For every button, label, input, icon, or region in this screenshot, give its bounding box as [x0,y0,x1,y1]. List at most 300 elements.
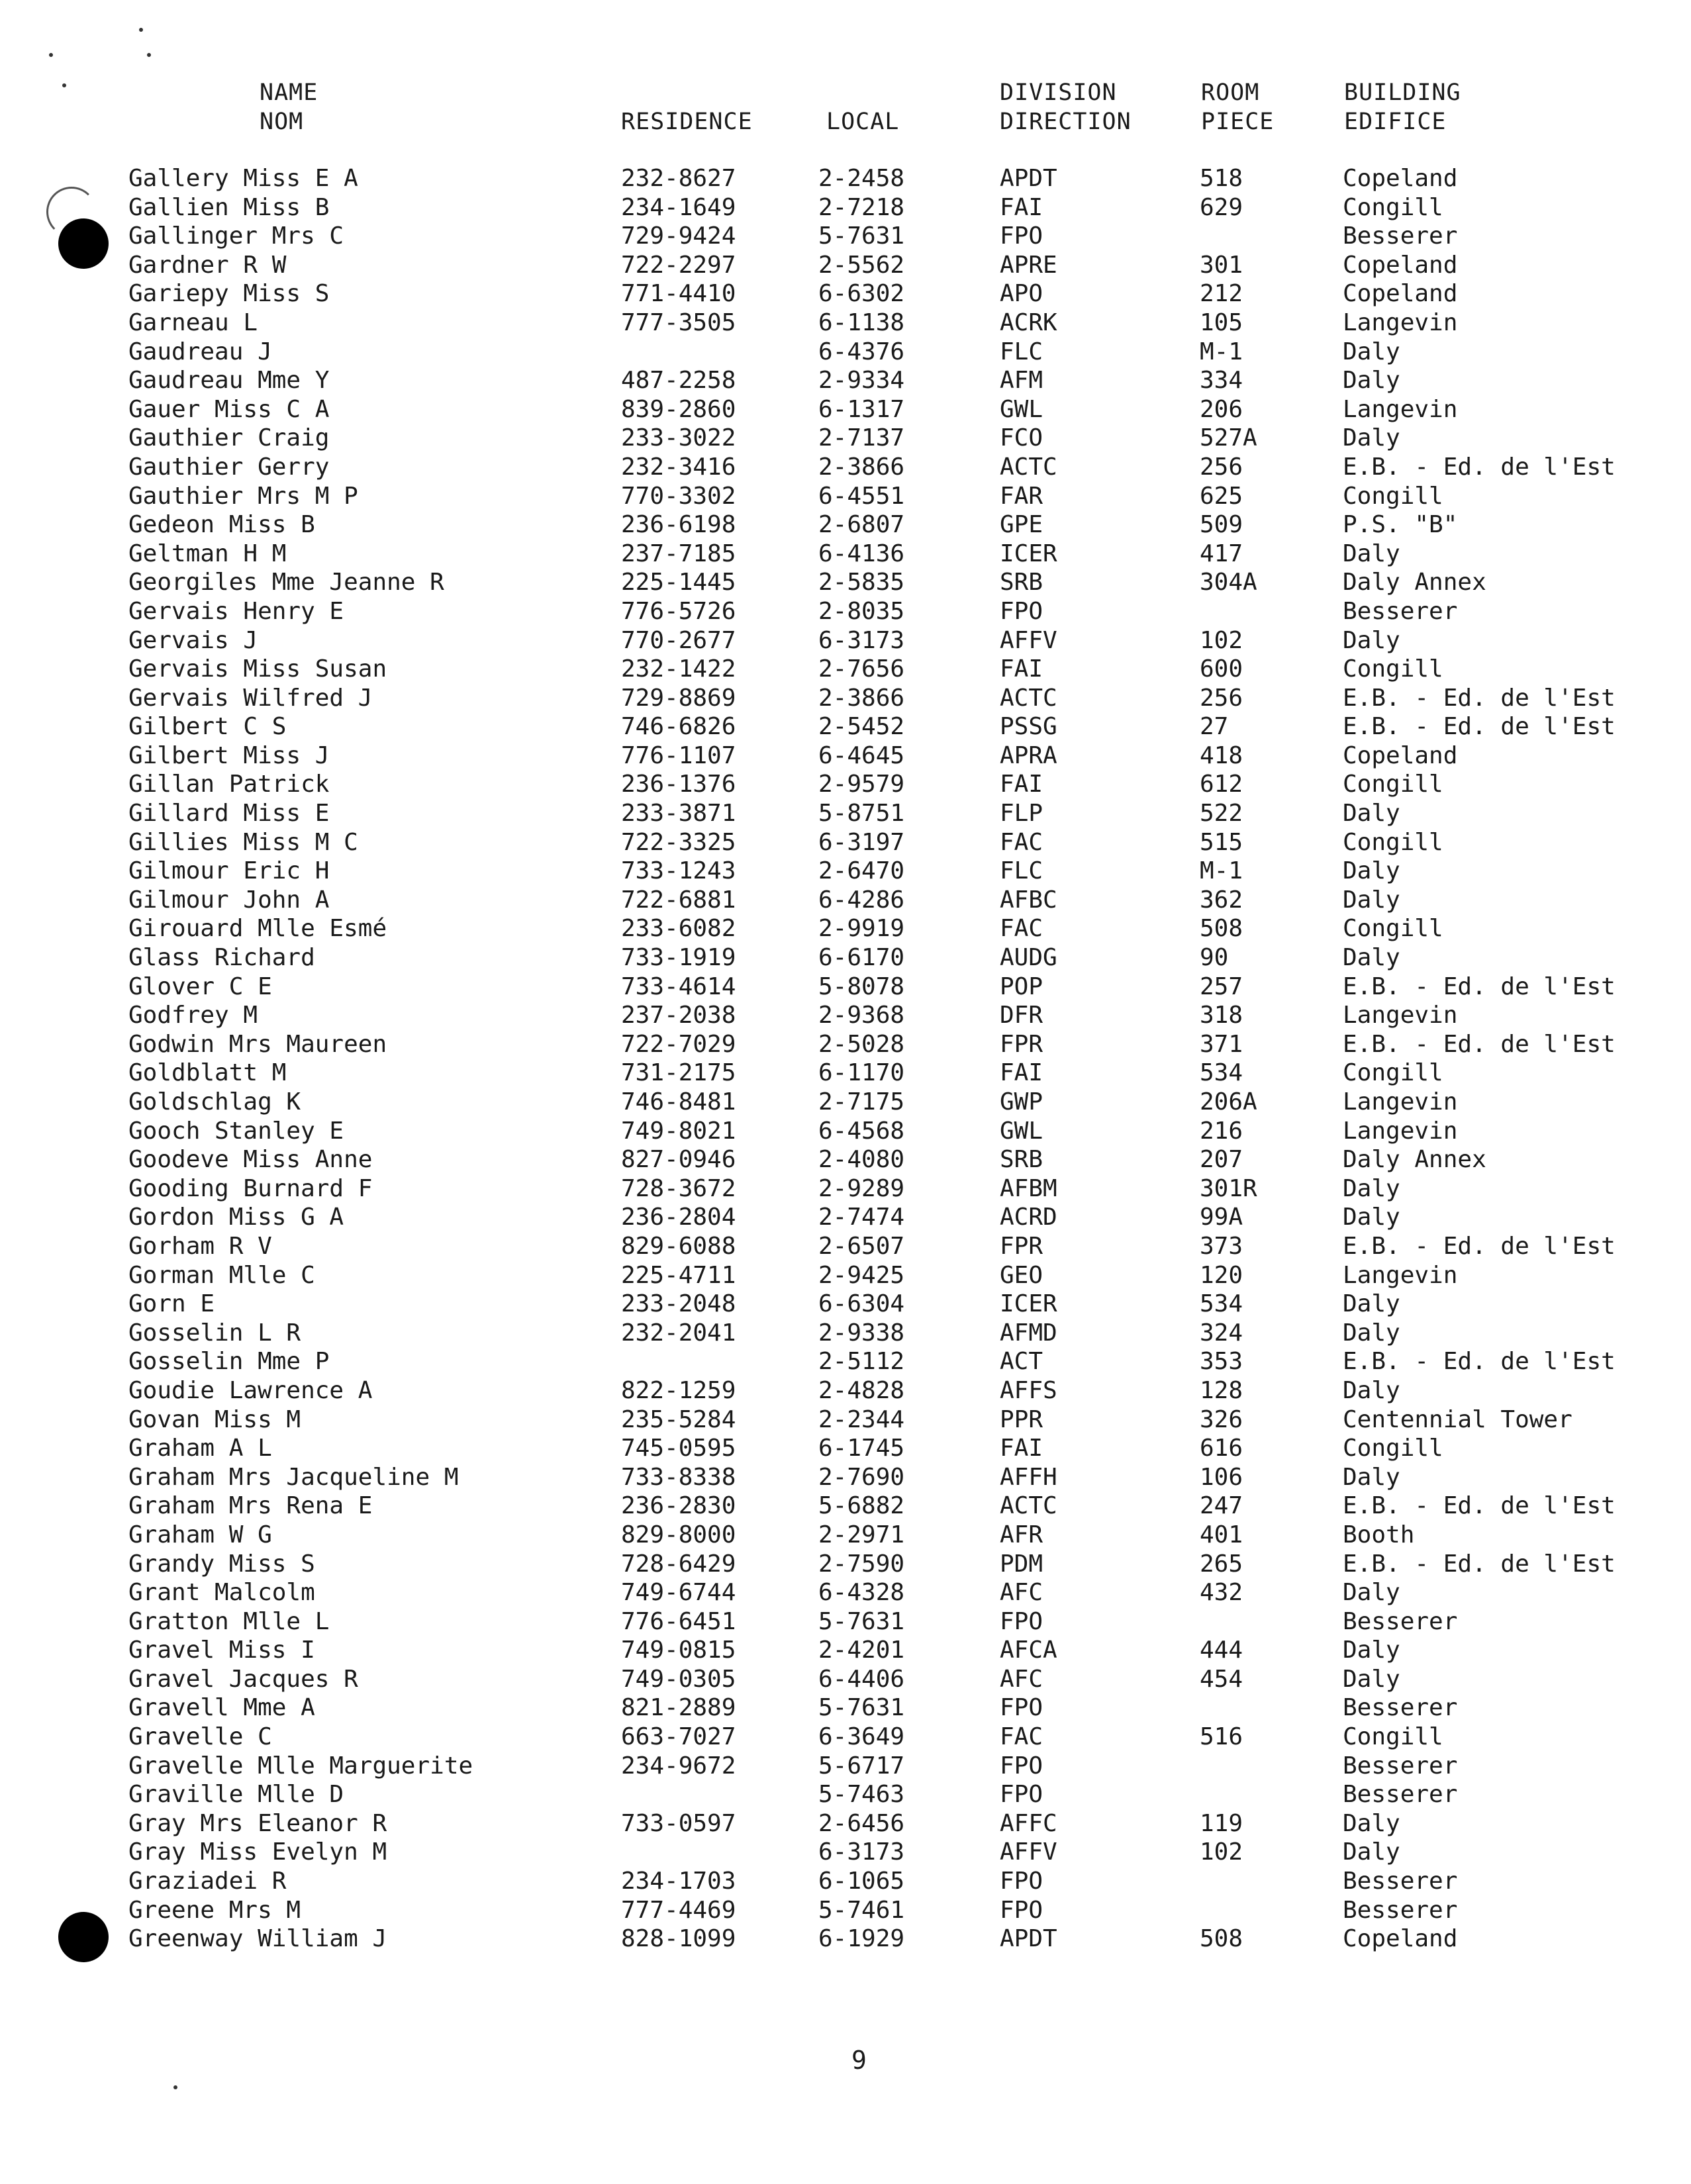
entry-residence-phone: 729-9424 [621,222,736,250]
entry-room: 102 [1200,1838,1243,1866]
header-residence [621,107,753,136]
entry-residence-phone: 236-1376 [621,771,736,798]
entry-local-extension: 2-9368 [818,1002,905,1029]
entry-room: 207 [1200,1146,1243,1174]
entry-division: APDT [1000,165,1057,192]
entry-building: Daly [1343,367,1400,395]
entry-building: Besserer [1343,597,1458,625]
entry-residence-phone: 822-1259 [621,1376,736,1404]
directory-row [0,540,1691,569]
entry-building: Daly [1343,1809,1400,1837]
header-name-en: NAME [260,79,318,106]
entry-residence-phone: 770-3302 [621,482,736,510]
entry-residence-phone: 729-8869 [621,684,736,712]
entry-residence-phone: 237-7185 [621,540,736,567]
directory-row [0,1030,1691,1059]
entry-room: 527A [1200,424,1257,452]
entry-building: Congill [1343,1723,1443,1751]
directory-row [0,1001,1691,1030]
entry-local-extension: 5-7631 [818,222,905,250]
entry-name: Gervais Miss Susan [128,655,387,683]
directory-row [0,1463,1691,1492]
entry-division: ICER [1000,1290,1057,1318]
entry-local-extension: 6-6302 [818,280,905,308]
header-division [1000,78,1132,136]
entry-local-extension: 6-4551 [818,482,905,510]
directory-row [0,1059,1691,1088]
entry-local-extension: 5-8078 [818,973,905,1000]
entry-building: Centennial Tower [1343,1405,1572,1433]
entry-building: E.B. - Ed. de l'Est [1343,1348,1616,1376]
entry-division: APRA [1000,741,1057,769]
directory-row [0,741,1691,771]
entry-local-extension: 5-8751 [818,800,905,828]
entry-room: 301R [1200,1174,1257,1202]
entry-name: Gravell Mme A [128,1694,315,1722]
entry-residence-phone: 745-0595 [621,1435,736,1462]
entry-name: Goodeve Miss Anne [128,1146,373,1174]
directory-row [0,338,1691,367]
entry-building: Daly [1343,1637,1400,1664]
entry-room: 301 [1200,251,1243,279]
entry-room: 326 [1200,1405,1243,1433]
entry-local-extension: 2-9919 [818,915,905,943]
entry-room: 371 [1200,1030,1243,1058]
header-building-en: BUILDING [1344,79,1461,106]
directory-row [0,193,1691,222]
entry-name: Gervais Henry E [128,597,344,625]
entry-name: Gorham R V [128,1232,272,1260]
entry-building: Daly [1343,1319,1400,1347]
entry-division: AFR [1000,1521,1043,1548]
entry-room: 256 [1200,684,1243,712]
entry-name: Gauer Miss C A [128,395,330,423]
entry-local-extension: 2-5562 [818,251,905,279]
entry-name: Graziadei R [128,1868,287,1895]
entry-building: Daly [1343,626,1400,654]
entry-local-extension: 2-9334 [818,367,905,395]
entry-room: 206 [1200,395,1243,423]
entry-room: 102 [1200,626,1243,654]
entry-division: AFMD [1000,1319,1057,1347]
entry-division: PSSG [1000,713,1057,741]
entry-local-extension: 2-2971 [818,1521,905,1548]
entry-local-extension: 6-4376 [818,338,905,365]
entry-local-extension: 5-7631 [818,1694,905,1722]
entry-division: FAI [1000,655,1043,683]
header-building [1344,78,1461,136]
entry-local-extension: 2-2458 [818,165,905,192]
entry-name: Gray Mrs Eleanor R [128,1809,387,1837]
entry-name: Gallinger Mrs C [128,222,344,250]
entry-local-extension: 2-5112 [818,1348,905,1376]
entry-residence-phone: 770-2677 [621,626,736,654]
entry-building: Daly [1343,800,1400,828]
entry-local-extension: 2-4201 [818,1637,905,1664]
entry-division: SRB [1000,569,1043,596]
directory-row [0,799,1691,828]
entry-division: FPO [1000,1752,1043,1780]
entry-room: 257 [1200,973,1243,1000]
entry-local-extension: 2-9338 [818,1319,905,1347]
entry-division: FPO [1000,1781,1043,1809]
entry-residence-phone: 829-8000 [621,1521,736,1548]
entry-division: GWL [1000,395,1043,423]
entry-residence-phone: 225-1445 [621,569,736,596]
entry-building: Besserer [1343,1868,1458,1895]
entry-division: AFC [1000,1665,1043,1693]
directory-row [0,1434,1691,1463]
directory-row [0,1693,1691,1723]
entry-name: Gosselin L R [128,1319,301,1347]
entry-residence-phone: 728-6429 [621,1550,736,1578]
entry-name: Godfrey M [128,1002,258,1029]
entry-division: POP [1000,973,1043,1000]
entry-name: Gauthier Gerry [128,453,330,481]
entry-residence-phone: 839-2860 [621,395,736,423]
entry-name: Graham Mrs Jacqueline M [128,1463,459,1491]
entry-building: Langevin [1343,1088,1458,1116]
directory-row [0,164,1691,193]
entry-room: 318 [1200,1002,1243,1029]
entry-building: Besserer [1343,1781,1458,1809]
entry-residence-phone: 487-2258 [621,367,736,395]
entry-building: Daly [1343,424,1400,452]
entry-residence-phone: 722-6881 [621,886,736,914]
entry-room: 612 [1200,771,1243,798]
entry-local-extension: 2-7590 [818,1550,905,1578]
entry-room: 105 [1200,309,1243,336]
entry-division: AFCA [1000,1637,1057,1664]
entry-building: Congill [1343,915,1443,943]
entry-building: E.B. - Ed. de l'Est [1343,1232,1616,1260]
entry-residence-phone: 225-4711 [621,1261,736,1289]
speck [62,83,66,87]
speck [147,53,151,57]
directory-row [0,1665,1691,1694]
entry-local-extension: 6-3173 [818,626,905,654]
entry-name: Godwin Mrs Maureen [128,1030,387,1058]
entry-room: 629 [1200,193,1243,221]
entry-division: AFFS [1000,1376,1057,1404]
entry-name: Garneau L [128,309,258,336]
entry-building: E.B. - Ed. de l'Est [1343,453,1616,481]
entry-division: FPR [1000,1232,1043,1260]
entry-residence-phone: 776-5726 [621,597,736,625]
entry-name: Gravelle C [128,1723,272,1751]
entry-building: Daly [1343,1174,1400,1202]
entry-room: 515 [1200,828,1243,856]
entry-building: Copeland [1343,251,1458,279]
entry-division: APRE [1000,251,1057,279]
directory-row [0,1809,1691,1838]
directory-row [0,828,1691,857]
entry-residence-phone: 236-6198 [621,511,736,539]
entry-name: Graham W G [128,1521,272,1548]
directory-row [0,626,1691,655]
entry-local-extension: 2-7218 [818,193,905,221]
entry-name: Gauthier Craig [128,424,330,452]
entry-room: 401 [1200,1521,1243,1548]
entry-division: FCO [1000,424,1043,452]
entry-building: Copeland [1343,1925,1458,1953]
entry-local-extension: 6-1065 [818,1868,905,1895]
entry-name: Goudie Lawrence A [128,1376,373,1404]
directory-row [0,1550,1691,1579]
entry-division: FPO [1000,1896,1043,1924]
entry-room: 206A [1200,1088,1257,1116]
entry-room: 432 [1200,1579,1243,1607]
entry-building: E.B. - Ed. de l'Est [1343,1030,1616,1058]
directory-row [0,1319,1691,1348]
directory-row [0,655,1691,684]
entry-room: 216 [1200,1117,1243,1145]
entry-building: Congill [1343,771,1443,798]
directory-row [0,1376,1691,1405]
entry-local-extension: 2-9425 [818,1261,905,1289]
entry-building: E.B. - Ed. de l'Est [1343,1550,1616,1578]
entry-local-extension: 2-9579 [818,771,905,798]
entry-building: Besserer [1343,1607,1458,1635]
entry-building: Daly [1343,540,1400,567]
entry-building: Congill [1343,193,1443,221]
entry-name: Gillan Patrick [128,771,330,798]
directory-row [0,973,1691,1002]
entry-local-extension: 5-6717 [818,1752,905,1780]
entry-local-extension: 2-5028 [818,1030,905,1058]
entry-division: ACT [1000,1348,1043,1376]
entry-local-extension: 2-4828 [818,1376,905,1404]
directory-row [0,597,1691,626]
entry-room: 128 [1200,1376,1243,1404]
entry-division: AFBC [1000,886,1057,914]
entry-name: Gillard Miss E [128,800,330,828]
entry-building: Congill [1343,1435,1443,1462]
entry-name: Gravelle Mlle Marguerite [128,1752,473,1780]
entry-name: Gilmour John A [128,886,330,914]
entry-residence-phone: 232-2041 [621,1319,736,1347]
entry-room: 106 [1200,1463,1243,1491]
entry-room: 454 [1200,1665,1243,1693]
entry-building: Daly [1343,944,1400,972]
entry-name: Glass Richard [128,944,315,972]
entry-local-extension: 2-6507 [818,1232,905,1260]
entry-local-extension: 2-7474 [818,1204,905,1231]
entry-name: Gorman Mlle C [128,1261,315,1289]
entry-residence-phone: 733-0597 [621,1809,736,1837]
entry-residence-phone: 733-4614 [621,973,736,1000]
entry-division: FAI [1000,771,1043,798]
entry-room: 373 [1200,1232,1243,1260]
entry-room: 247 [1200,1492,1243,1520]
entry-building: Copeland [1343,280,1458,308]
directory-row [0,943,1691,973]
entry-division: FAC [1000,1723,1043,1751]
entry-building: Copeland [1343,165,1458,192]
entry-residence-phone: 237-2038 [621,1002,736,1029]
entry-room: 418 [1200,741,1243,769]
entry-building: Langevin [1343,1261,1458,1289]
entry-residence-phone: 233-6082 [621,915,736,943]
entry-local-extension: 2-3866 [818,453,905,481]
entry-name: Gilmour Eric H [128,857,330,885]
entry-building: Langevin [1343,395,1458,423]
entry-residence-phone: 749-0815 [621,1637,736,1664]
entry-name: Gravel Miss I [128,1637,315,1664]
entry-room: 444 [1200,1637,1243,1664]
entry-residence-phone: 749-8021 [621,1117,736,1145]
entry-division: FAI [1000,193,1043,221]
entry-building: Daly [1343,1290,1400,1318]
entry-room: 27 [1200,713,1229,741]
entry-name: Gallien Miss B [128,193,330,221]
entry-residence-phone: 235-5284 [621,1405,736,1433]
entry-name: Gaudreau Mme Y [128,367,330,395]
directory-row [0,1290,1691,1319]
entry-building: Daly [1343,1376,1400,1404]
entry-local-extension: 6-6304 [818,1290,905,1318]
entry-local-extension: 2-6807 [818,511,905,539]
entry-room: 334 [1200,367,1243,395]
entry-building: Congill [1343,1059,1443,1087]
entry-building: Congill [1343,482,1443,510]
entry-room: 119 [1200,1809,1243,1837]
entry-room: 362 [1200,886,1243,914]
entry-name: Gaudreau J [128,338,272,365]
directory-row [0,395,1691,424]
entry-room: M-1 [1200,857,1243,885]
entry-name: Gillies Miss M C [128,828,358,856]
directory-row [0,770,1691,799]
entry-residence-phone: 777-4469 [621,1896,736,1924]
entry-division: GPE [1000,511,1043,539]
entry-local-extension: 6-1170 [818,1059,905,1087]
entry-building: E.B. - Ed. de l'Est [1343,1492,1616,1520]
entry-room: 256 [1200,453,1243,481]
directory-list [0,164,1691,1954]
entry-name: Gratton Mlle L [128,1607,330,1635]
entry-local-extension: 2-7175 [818,1088,905,1116]
header-building-fr: EDIFICE [1344,109,1447,135]
entry-name: Graham Mrs Rena E [128,1492,373,1520]
entry-name: Greenway William J [128,1925,387,1953]
entry-local-extension: 5-7631 [818,1607,905,1635]
entry-building: Copeland [1343,741,1458,769]
entry-division: SRB [1000,1146,1043,1174]
entry-name: Grandy Miss S [128,1550,315,1578]
header-residence-label: RESIDENCE [621,109,753,135]
entry-division: GWL [1000,1117,1043,1145]
entry-division: FPO [1000,1694,1043,1722]
entry-building: Besserer [1343,1752,1458,1780]
directory-row [0,1838,1691,1867]
entry-name: Geltman H M [128,540,287,567]
entry-local-extension: 2-7656 [818,655,905,683]
entry-division: ACTC [1000,453,1057,481]
entry-local-extension: 6-4286 [818,886,905,914]
directory-row [0,1405,1691,1435]
header-room [1201,78,1274,136]
directory-row [0,1867,1691,1896]
entry-name: Gosselin Mme P [128,1348,330,1376]
entry-division: FPO [1000,1868,1043,1895]
entry-division: ICER [1000,540,1057,567]
entry-residence-phone: 722-3325 [621,828,736,856]
directory-row [0,1145,1691,1174]
entry-local-extension: 6-3173 [818,1838,905,1866]
entry-local-extension: 2-5452 [818,713,905,741]
entry-local-extension: 5-7461 [818,1896,905,1924]
entry-room: 534 [1200,1059,1243,1087]
entry-room: 212 [1200,280,1243,308]
entry-building: E.B. - Ed. de l'Est [1343,973,1616,1000]
directory-row [0,712,1691,741]
entry-building: Daly Annex [1343,1146,1486,1174]
entry-room: 508 [1200,915,1243,943]
entry-name: Gooch Stanley E [128,1117,344,1145]
entry-residence-phone: 777-3505 [621,309,736,336]
entry-local-extension: 2-7137 [818,424,905,452]
entry-division: ACRK [1000,309,1057,336]
entry-name: Greene Mrs M [128,1896,301,1924]
entry-residence-phone: 728-3672 [621,1174,736,1202]
entry-room: 600 [1200,655,1243,683]
entry-room: 534 [1200,1290,1243,1318]
directory-row [0,1636,1691,1665]
entry-name: Gardner R W [128,251,287,279]
entry-division: AFM [1000,367,1043,395]
header-division-en: DIVISION [1000,79,1117,106]
entry-name: Govan Miss M [128,1405,301,1433]
directory-row [0,424,1691,453]
header-local [826,107,899,136]
directory-row [0,279,1691,309]
entry-division: AFBM [1000,1174,1057,1202]
entry-residence-phone: 722-7029 [621,1030,736,1058]
entry-building: Daly [1343,857,1400,885]
entry-name: Gray Miss Evelyn M [128,1838,387,1866]
entry-room: 353 [1200,1348,1243,1376]
directory-row [0,857,1691,886]
entry-building: Besserer [1343,1694,1458,1722]
entry-building: Daly [1343,1838,1400,1866]
entry-division: AFC [1000,1579,1043,1607]
directory-row [0,1261,1691,1290]
entry-residence-phone: 234-1649 [621,193,736,221]
entry-residence-phone: 236-2830 [621,1492,736,1520]
entry-room: 90 [1200,944,1229,972]
entry-residence-phone: 821-2889 [621,1694,736,1722]
directory-row [0,222,1691,251]
entry-building: Besserer [1343,222,1458,250]
entry-local-extension: 6-6170 [818,944,905,972]
entry-local-extension: 2-3866 [818,684,905,712]
entry-local-extension: 2-6470 [818,857,905,885]
entry-residence-phone: 232-1422 [621,655,736,683]
entry-residence-phone: 749-0305 [621,1665,736,1693]
entry-division: FAI [1000,1435,1043,1462]
directory-row [0,914,1691,943]
entry-local-extension: 6-1138 [818,309,905,336]
entry-building: Daly [1343,338,1400,365]
speck [49,53,53,57]
entry-residence-phone: 771-4410 [621,280,736,308]
entry-residence-phone: 233-2048 [621,1290,736,1318]
entry-room: 509 [1200,511,1243,539]
directory-row [0,1924,1691,1954]
entry-name: Gilbert C S [128,713,287,741]
entry-residence-phone: 234-1703 [621,1868,736,1895]
